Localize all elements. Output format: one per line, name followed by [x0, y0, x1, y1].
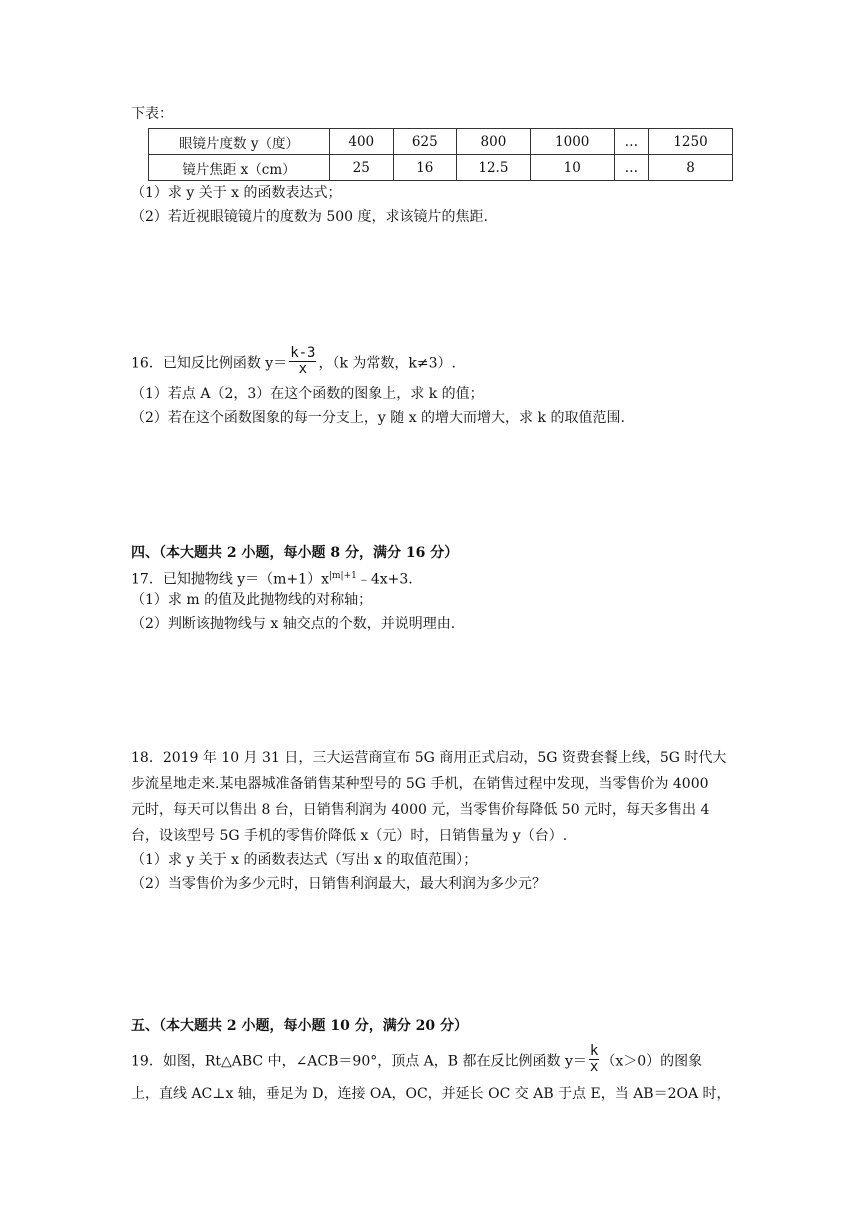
q18-line2: 步流星地走来.某电器城准备销售某种型号的 5G 手机，在销售过程中发现，当零售价为 4000	[131, 776, 709, 792]
q17-stem-tail: ﹣4x+3.	[356, 571, 413, 588]
q19-stem	[131, 1043, 703, 1077]
q19-line2: 上，直线 AC⊥x 轴，垂足为 D，连接 OA，OC，并延长 OC 交 AB 于点 E，当 AB＝2OA 时，	[131, 1086, 731, 1102]
table-cell: …	[614, 129, 648, 155]
q19-fraction	[589, 1044, 599, 1075]
q16-fraction	[289, 346, 316, 377]
table-cell: 400	[330, 129, 394, 155]
section-5-heading: 五、（本大题共 2 小题，每小题 10 分，满分 20 分）	[131, 1018, 468, 1034]
q18-line1: 18．2019 年 10 月 31 日，三大运营商宣布 5G 商用正式启动，5G 资费套餐上线，5G 时代大	[131, 750, 727, 766]
q19-stem-text: 19．如图，Rt△ABC 中，∠ACB＝90°，顶点 A，B 都在反比例函数 y＝	[131, 1053, 587, 1070]
fraction-denominator: x	[589, 1059, 599, 1075]
table-cell: 800	[457, 129, 531, 155]
table-cell: 1000	[530, 129, 614, 155]
row-header-degree: 眼镜片度数 y（度）	[149, 129, 330, 155]
fraction-numerator: k	[589, 1043, 599, 1059]
q17-part1: （1）求 m 的值及此抛物线的对称轴；	[131, 592, 373, 608]
q18-line3: 元时，每天可以售出 8 台，日销售利润为 4000 元，当零售价每降低 50 元时，每天多售出 4	[131, 802, 710, 818]
q18-line4: 台，设该型号 5G 手机的零售价降低 x（元）时，日销售量为 y（台）.	[131, 828, 568, 844]
q16-part1: （1）若点 A（2，3）在这个函数的图象上，求 k 的值；	[131, 386, 484, 402]
q17-part2: （2）判断该抛物线与 x 轴交点的个数，并说明理由.	[131, 616, 456, 632]
q15-part2: （2）若近视眼镜镜片的度数为 500 度，求该镜片的焦距.	[131, 209, 488, 225]
q18-part2: （2）当零售价为多少元时，日销售利润最大，最大利润为多少元？	[131, 876, 546, 892]
row-header-focal: 镜片焦距 x（cm）	[149, 155, 330, 181]
table-cell: 8	[649, 155, 733, 181]
lens-table	[148, 128, 733, 181]
q16-part2: （2）若在这个函数图象的每一分支上，y 随 x 的增大而增大，求 k 的取值范围.	[131, 410, 625, 426]
table-intro: 下表：	[131, 106, 173, 122]
table-cell: 625	[393, 129, 457, 155]
q16-stem	[131, 345, 456, 379]
table-row	[149, 155, 733, 181]
table-row	[149, 129, 733, 155]
table-cell: 1250	[649, 129, 733, 155]
table-cell: 10	[530, 155, 614, 181]
table-cell: 16	[393, 155, 457, 181]
fraction-denominator: x	[298, 361, 308, 377]
q17-exponent: |m|+1	[328, 571, 357, 581]
q17-stem-text: 17．已知抛物线 y＝（m+1）x	[131, 571, 329, 588]
q16-stem-tail: ，（k 为常数，k≠3）.	[318, 355, 456, 372]
q15-part1: （1）求 y 关于 x 的函数表达式；	[131, 185, 342, 201]
section-4-heading: 四、（本大题共 2 小题，每小题 8 分，满分 16 分）	[131, 545, 459, 561]
fraction-numerator: k-3	[290, 345, 316, 361]
table-cell: …	[614, 155, 648, 181]
q18-part1: （1）求 y 关于 x 的函数表达式（写出 x 的取值范围）；	[131, 852, 478, 868]
q17-stem	[131, 566, 413, 590]
table-cell: 25	[330, 155, 394, 181]
table-cell: 12.5	[457, 155, 531, 181]
q16-stem-text: 16．已知反比例函数 y＝	[131, 355, 288, 372]
q19-stem-tail: （x＞0）的图象	[601, 1053, 703, 1070]
